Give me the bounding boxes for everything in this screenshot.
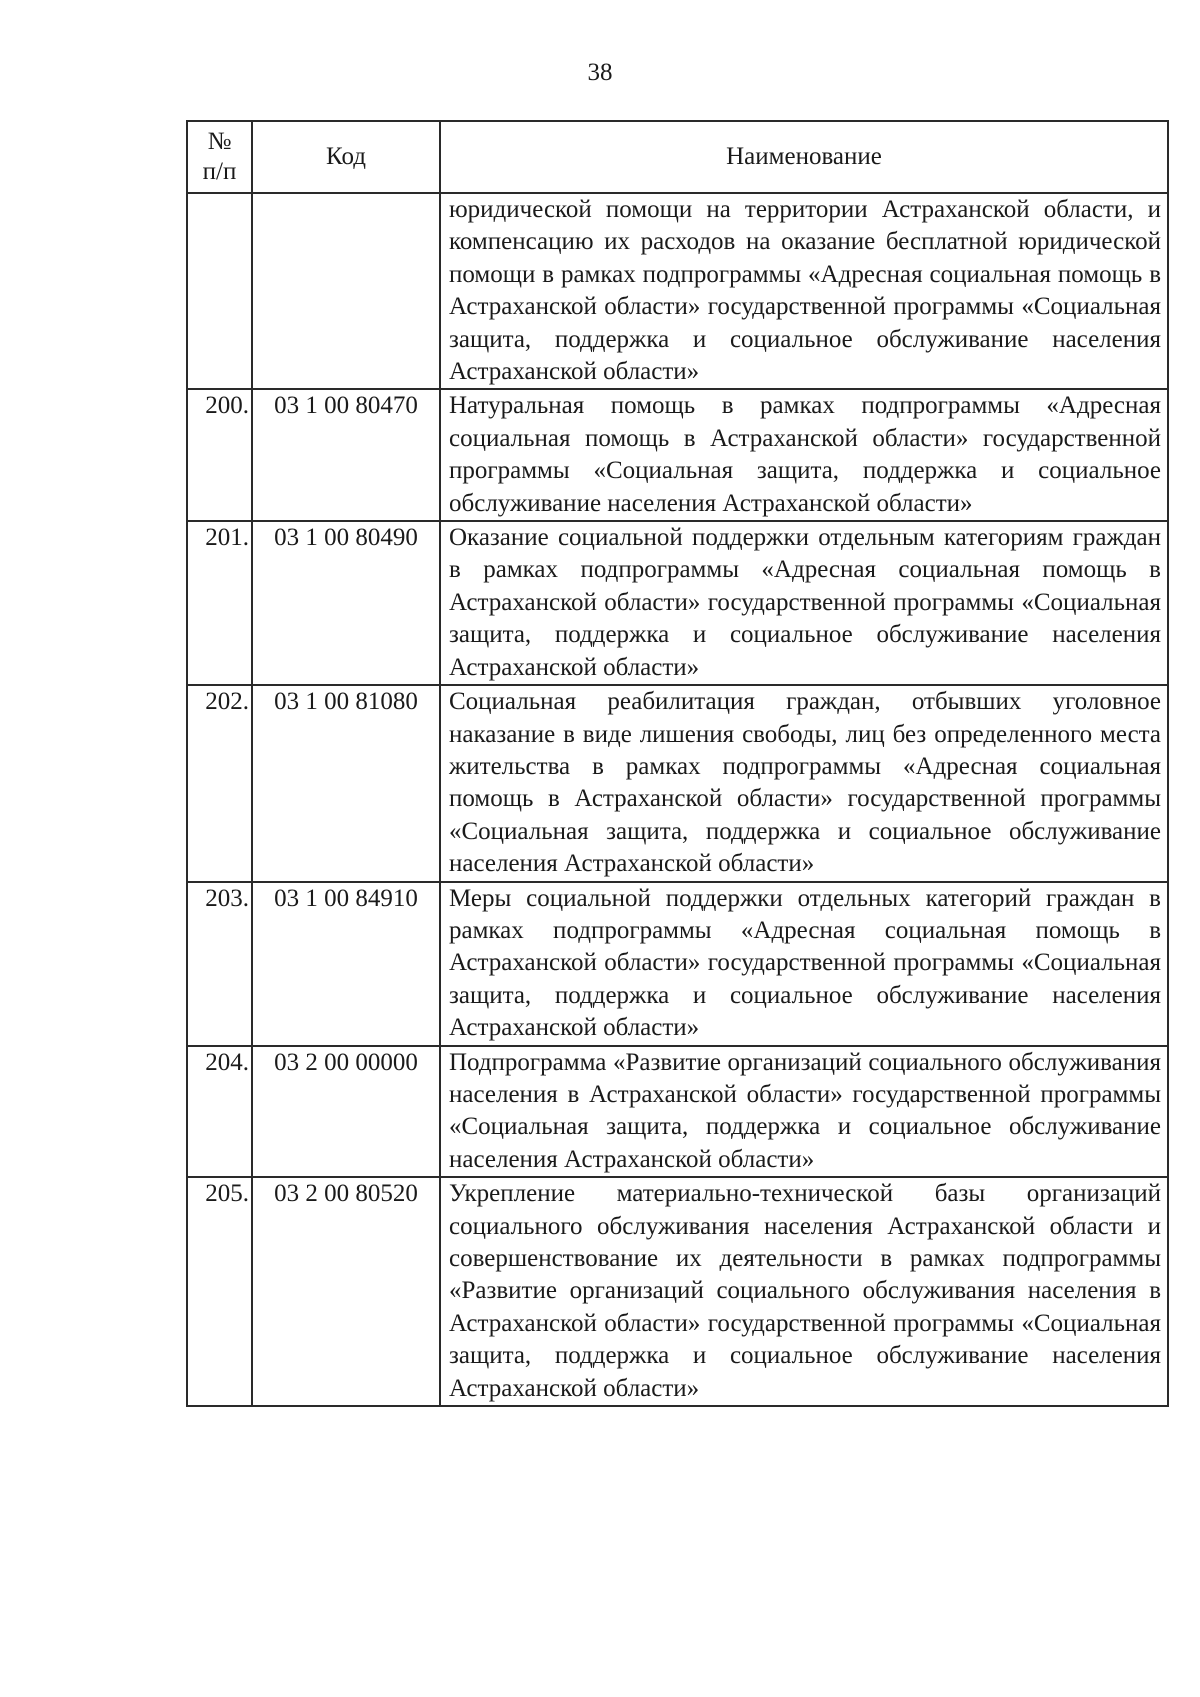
row-name: Оказание социальной поддержки отдельным категориям граждан в рамках подпрограммы «Адресная социальная помощь в Астраханской области» государственной программы «Социальная защита, поддержка и социальное обслуживание населения Астраханской области» bbox=[440, 521, 1168, 685]
row-name: Социальная реабилитация граждан, отбывших уголовное наказание в виде лишения свободы, лиц без определенного места жительства в рамках подпрограммы «Адресная социальная помощь в Астраханской области» государственной программы «Социальная защита, поддержка и социальное обслуживание населения Астраханской области» bbox=[440, 685, 1168, 881]
row-code: 03 2 00 80520 bbox=[252, 1177, 440, 1406]
row-code: 03 2 00 00000 bbox=[252, 1046, 440, 1178]
row-name: Натуральная помощь в рамках подпрограммы «Адресная социальная помощь в Астраханской области» государственной программы «Социальная защита, поддержка и социальное обслуживание населения Астраханской области» bbox=[440, 389, 1168, 521]
row-number bbox=[187, 193, 252, 389]
row-number: 204. bbox=[187, 1046, 252, 1178]
table-row bbox=[187, 1177, 1168, 1406]
table-row bbox=[187, 882, 1168, 1046]
row-name: Меры социальной поддержки отдельных категорий граждан в рамках подпрограммы «Адресная социальная помощь в Астраханской области» государственной программы «Социальная защита, поддержка и социальное обслуживание населения Астраханской области» bbox=[440, 882, 1168, 1046]
row-code bbox=[252, 193, 440, 389]
header-number bbox=[187, 121, 252, 193]
header-number-sub: п/п bbox=[202, 158, 237, 185]
row-number: 205. bbox=[187, 1177, 252, 1406]
row-number: 200. bbox=[187, 389, 252, 521]
page-number: 38 bbox=[587, 59, 613, 86]
row-name: Укрепление материально-технической базы организаций социального обслуживания населения Астраханской области и совершенствование их деятельности в рамках подпрограммы «Развитие организаций социального обслуживания населения в Астраханской области» государственной программы «Социальная защита, поддержка и социальное обслуживание населения Астраханской области» bbox=[440, 1177, 1168, 1406]
table-row bbox=[187, 1046, 1168, 1178]
header-code: Код bbox=[252, 121, 440, 193]
row-number: 201. bbox=[187, 521, 252, 685]
table-row bbox=[187, 521, 1168, 685]
table-body bbox=[187, 193, 1168, 1406]
table-row bbox=[187, 685, 1168, 881]
classification-table bbox=[186, 120, 1169, 1407]
table-row bbox=[187, 389, 1168, 521]
row-code: 03 1 00 80490 bbox=[252, 521, 440, 685]
row-name: Подпрограмма «Развитие организаций социального обслуживания населения в Астраханской области» государственной программы «Социальная защита, поддержка и социальное обслуживание населения Астраханской области» bbox=[440, 1046, 1168, 1178]
table-row bbox=[187, 193, 1168, 389]
row-name: юридической помощи на территории Астраханской области, и компенсацию их расходов на оказание бесплатной юридической помощи в рамках подпрограммы «Адресная социальная помощь в Астраханской области» государственной программы «Социальная защита, поддержка и социальное обслуживание населения Астраханской области» bbox=[440, 193, 1168, 389]
header-row bbox=[187, 121, 1168, 193]
row-number: 202. bbox=[187, 685, 252, 881]
table-header bbox=[187, 121, 1168, 193]
row-number: 203. bbox=[187, 882, 252, 1046]
header-number-sign: № bbox=[207, 128, 232, 155]
row-code: 03 1 00 81080 bbox=[252, 685, 440, 881]
row-code: 03 1 00 84910 bbox=[252, 882, 440, 1046]
row-code: 03 1 00 80470 bbox=[252, 389, 440, 521]
header-name: Наименование bbox=[440, 121, 1168, 193]
